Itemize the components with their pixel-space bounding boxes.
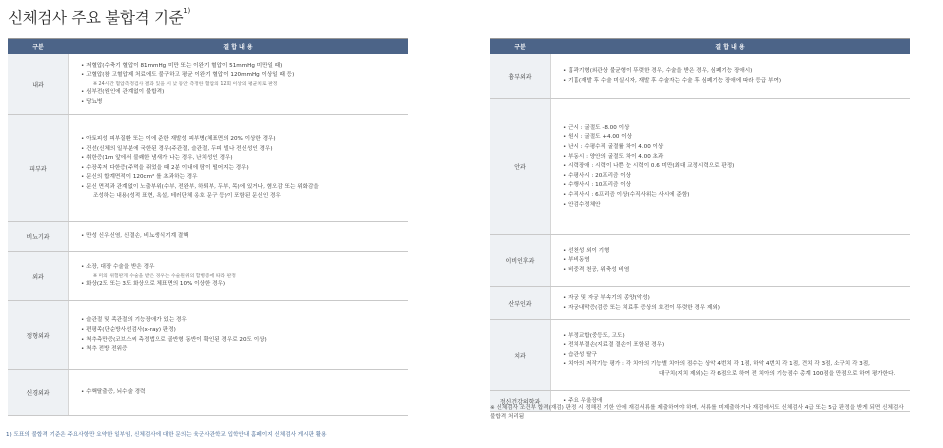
criteria-item: • 수행사시 : 10프리즘 이상	[563, 181, 904, 191]
criteria-cell	[69, 222, 408, 251]
table-header	[8, 39, 408, 54]
table-row	[490, 235, 910, 287]
dept-cell: 비뇨기과	[8, 222, 69, 251]
criteria-item: • 당뇨병	[81, 98, 402, 108]
criteria-item: • 화상(2도 또는 3도 화상으로 체표면의 10% 이상한 경우)	[81, 280, 402, 290]
criteria-item: • 소장, 대장 수술을 받은 경우	[81, 263, 402, 273]
criteria-item: 대구치(지치 제외)는 각 6점으로 하여 전 치아의 기능점수 총계 100점을 만점으로 하여 평가한다.	[659, 370, 896, 377]
criteria-item: • 만성 신우신염, 신결손, 비뇨생식기계 결핵	[81, 232, 402, 242]
criteria-item: • 저혈압(수축기 혈압이 81mmHg 미만 또는 이완기 혈압이 51mmHg 미만일 때)	[81, 62, 402, 72]
page-title: 신체검사 주요 불합격 기준$^{1)}$	[8, 7, 190, 27]
criteria-note: ※ 미의 위험판게 수술을 받은 경우는 수술원위의 합병증에 따라 판정	[93, 274, 236, 279]
table-row	[8, 115, 408, 222]
criteria-item: • 습관성 탈구	[563, 351, 904, 361]
dept-cell: 신경외과	[8, 370, 69, 415]
criteria-cell	[551, 99, 910, 234]
criteria-item: • 기흉(재발 후 수술 미실시자, 재발 후 수술자는 수술 후 심폐기능 장애에 따라 등급 부여)	[563, 77, 904, 87]
header-content: 결 합 내 용	[223, 44, 253, 51]
header-content: 결 합 내 용	[715, 44, 745, 51]
criteria-cell	[69, 252, 408, 300]
criteria-item: • 흉곽기형(외관상 불균형이 뚜렷한 경우, 수술을 받은 경우, 심폐기능 장애시)	[563, 67, 904, 77]
criteria-item: • 자궁내막증(검증 또는 치료후 증상의 호전이 뚜렷한 경우 제외)	[563, 304, 904, 314]
criteria-item: • 문신의 합계면적이 120cm² 를 초과하는 경우	[81, 173, 402, 183]
criteria-item: • 문신 면적과 관계없이 노출부위(수부, 전완부, 하퇴부, 두부, 목)에 있거나, 혐오감 또는 위화감을	[81, 183, 402, 193]
criteria-item: • 수장족저 다한증(주먹을 쥐었을 때 2분 이내에 땀이 떨어지는 경우)	[81, 164, 402, 174]
criteria-item: • 편평족(단순방사선검사(x-ray) 판정)	[81, 326, 402, 336]
criteria-cell	[551, 235, 910, 286]
criteria-item: • 아토피성 피부질환 또는 이에 준한 재발성 피부병(체표면의 20% 이상한 경우)	[81, 135, 402, 145]
dept-cell: 내과	[8, 54, 69, 114]
table-row	[490, 320, 910, 391]
table-row	[490, 99, 910, 235]
criteria-cell	[551, 54, 910, 98]
criteria-item: • 선천성 외이 기형	[563, 247, 904, 257]
criteria-cell	[69, 370, 408, 415]
criteria-item: • 수핵탈출증, 뇌수술 경력	[81, 388, 402, 398]
criteria-item: • 부비동염	[563, 256, 904, 266]
criteria-item: • 척추 전방 전위증	[81, 345, 402, 355]
criteria-item: • 심부전(원인에 관계없이 불합격)	[81, 88, 402, 98]
criteria-item: • 수평사시 : 20프리즘 이상	[563, 172, 904, 182]
header-dept: 구분	[32, 44, 44, 51]
criteria-note: ※ 24시간 혈압측정검사 결과 있을 시 낮 동안 측정한 혈압의 12회 이상의 평균치로 판정	[93, 82, 278, 87]
criteria-cell	[69, 54, 408, 114]
criteria-cell	[69, 115, 408, 221]
dept-cell: 안과	[490, 99, 551, 234]
table-row	[8, 301, 408, 370]
criteria-item: • 시력장애 : 시력이 나쁜 눈 시력이 0.6 미만(최대 교정시력으로 판정)	[563, 162, 904, 172]
table-row	[8, 222, 408, 252]
criteria-item: 조성하는 내용(성적 표현, 욕설, 테러단체 옹호 문구 등)이 포함된 문신인 경우	[93, 193, 281, 200]
criteria-item: • 부정교합(중등도, 고도)	[563, 332, 904, 342]
criteria-cell	[551, 287, 910, 319]
criteria-item: • 치아의 저작기능 평가 : 각 치아의 기능별 치아의 점수는 상악 4번치 각 1점, 하악 4번치 각 1점, 견치 각 3점, 소구치 각 3점,	[563, 360, 904, 370]
table-row	[8, 54, 408, 115]
table-row	[490, 54, 910, 99]
recheck-note: ※ 신체검사 조건부 합격(재검) 판정 시 정해진 기한 안에 재검서류를 제출하여야 하며, 서류를 미제출하거나 재검에서도 신체검사 4급 또는 5급 판정을 받게 되면 신체검사 불합격 처리됨	[490, 405, 904, 420]
criteria-item: • 주요 우울장애	[563, 397, 904, 407]
criteria-item: • 자궁 및 자궁 부속기의 종양(악성)	[563, 294, 904, 304]
criteria-item: • 원시 : 굴절도 +4.00 이상	[563, 133, 904, 143]
dept-cell: 이비인후과	[490, 235, 551, 286]
table-row	[490, 287, 910, 320]
criteria-item: • 근시 : 굴절도 -8.00 이상	[563, 124, 904, 134]
dept-cell: 흉부외과	[490, 54, 551, 98]
criteria-item: • 부동시 : 양안의 굴절도 차이 4.00 초과	[563, 153, 904, 163]
criteria-item: • 척추측만증(코브스씨 측정법으로 골반형 동반이 확인된 경우로 20도 이상)	[81, 336, 402, 346]
dept-cell: 산부인과	[490, 287, 551, 319]
criteria-cell	[69, 301, 408, 369]
criteria-item: • 건선(신체의 일부분에 국한된 경우(주관절, 슬관절, 두피 빌나 전신성인 경우)	[81, 145, 402, 155]
criteria-item: • 수직사시 : 6프리즘 이상(수직사위는 사시에 준함)	[563, 191, 904, 201]
right-criteria-table	[490, 38, 910, 412]
criteria-item: • 안검수정체안	[563, 201, 904, 211]
dept-cell: 정형외과	[8, 301, 69, 369]
criteria-item: • 전치부결손(지료결 결손이 포함된 경우)	[563, 341, 904, 351]
footnote: 1) 도표의 불합격 기준은 주요사항만 요약한 일부임, 신체검사에 대한 문의는 육군사관학교 입학안내 홈페이지 신체검사 게시판 활용	[6, 432, 327, 438]
criteria-item: • 비중격 천공, 위축성 비염	[563, 266, 904, 276]
left-criteria-table	[8, 38, 408, 416]
criteria-cell	[551, 320, 910, 390]
dept-cell: 치과	[490, 320, 551, 390]
header-dept: 구분	[514, 44, 526, 51]
dept-cell: 정신건강의학과	[490, 391, 551, 411]
criteria-item: • 고혈압(참 고혈압제 처료에도 불구하고 평균 이완기 혈압이 120mmHg 이상일 때 등)	[81, 71, 402, 81]
dept-cell: 피부과	[8, 115, 69, 221]
table-row	[8, 370, 408, 416]
table-header	[490, 39, 910, 54]
criteria-item: • 취한증(1m 앞에서 불쾌한 냄새가 나는 경우, 난치성인 경우)	[81, 154, 402, 164]
table-row	[8, 252, 408, 301]
dept-cell: 외과	[8, 252, 69, 300]
criteria-item: • 슬관절 및 족관절의 기능장애가 있는 경우	[81, 316, 402, 326]
criteria-item: • 난시 : 수평수직 굴절률 차이 4.00 이상	[563, 143, 904, 153]
